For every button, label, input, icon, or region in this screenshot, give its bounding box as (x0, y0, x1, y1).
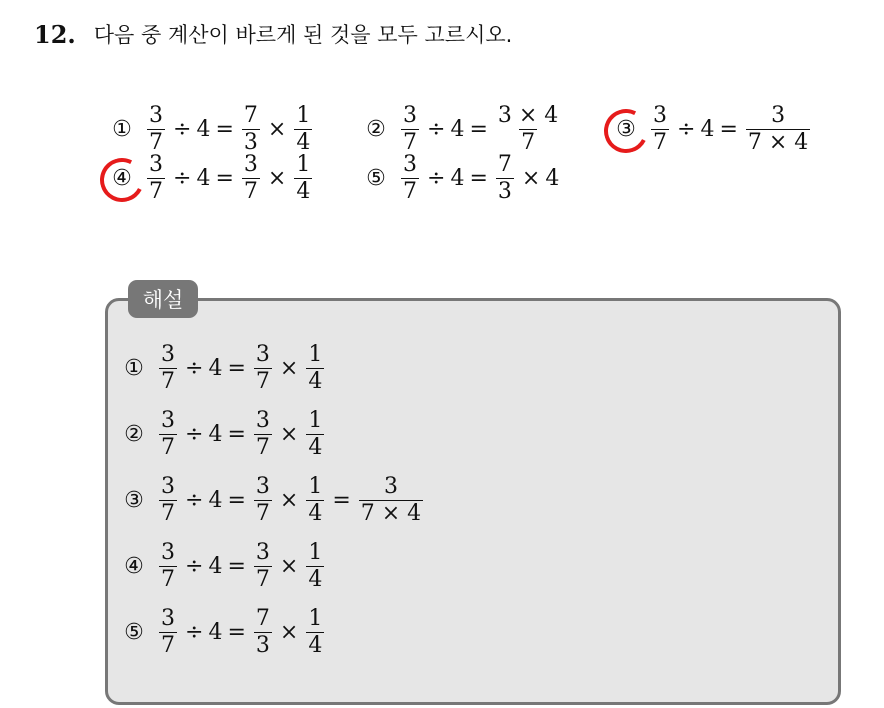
choice-4[interactable] (108, 133, 315, 223)
fraction-lhs: $\frac{3}{7}$ (161, 473, 175, 526)
division-sign: ÷ (677, 116, 696, 142)
fraction-result: $\frac{3 \times 4}{7}$ (497, 102, 559, 155)
choice-marker-3[interactable] (612, 115, 640, 143)
division-sign: ÷ (427, 165, 446, 191)
fraction-a: $\frac{3}{7}$ (255, 407, 270, 460)
fraction-b: $\frac{1}{4}$ (308, 407, 323, 460)
fraction-result: $\frac{3}{7 \times 4}$ (747, 102, 809, 155)
choice-marker-1[interactable]: ① (112, 116, 132, 142)
fraction-b: $\frac{1}{4}$ (308, 473, 323, 526)
division-sign: ÷ (185, 619, 204, 645)
fraction-a: $\frac{3}{7}$ (255, 539, 270, 592)
choice-marker-2[interactable]: ② (366, 116, 386, 142)
choice-marker-3-label: ③ (616, 116, 636, 142)
fraction-b: $\frac{1}{4}$ (296, 151, 311, 204)
equals-sign: = (215, 116, 234, 142)
choice-marker-4[interactable] (108, 164, 136, 192)
fraction-lhs: $\frac{3}{7}$ (403, 102, 417, 155)
choice-marker-4-label: ④ (112, 165, 132, 191)
divisor: 4 (450, 116, 465, 142)
divisor: 4 (700, 116, 715, 142)
explanation-marker-4: ④ (124, 553, 144, 579)
fraction-b: $\frac{1}{4}$ (296, 102, 311, 155)
question-text: 다음 중 계산이 바르게 된 것을 모두 고르시오. (93, 23, 513, 47)
divisor: 4 (208, 619, 223, 645)
times-sign: × (279, 553, 299, 579)
division-sign: ÷ (185, 355, 204, 381)
fraction-b: $\frac{1}{4}$ (308, 539, 323, 592)
explanation-marker-1: ① (124, 355, 144, 381)
fraction-a: $\frac{7}{3}$ (243, 102, 258, 155)
times-sign: × (267, 165, 287, 191)
times-sign: × (279, 487, 299, 513)
explanation-row-5 (120, 599, 327, 665)
divisor: 4 (208, 553, 223, 579)
choice-5[interactable] (362, 133, 559, 223)
divisor: 4 (208, 487, 223, 513)
divisor: 4 (208, 421, 223, 447)
fraction-lhs: $\frac{3}{7}$ (161, 539, 175, 592)
explanation-row-3 (120, 467, 426, 533)
fraction-lhs: $\frac{3}{7}$ (653, 102, 667, 155)
times-sign: × (279, 355, 299, 381)
explanation-label: 해설 (128, 280, 198, 318)
question-header (34, 14, 512, 54)
question-number: 12. (34, 19, 76, 49)
fraction-c: $\frac{3}{7 \times 4}$ (360, 473, 422, 526)
division-sign: ÷ (427, 116, 446, 142)
equals-sign-2: = (332, 487, 351, 513)
selection-circle-icon (598, 103, 653, 158)
equals-sign: = (227, 619, 246, 645)
division-sign: ÷ (185, 487, 204, 513)
explanation-marker-2: ② (124, 421, 144, 447)
fraction-a: $\frac{3}{7}$ (255, 341, 270, 394)
times-sign: × (279, 421, 299, 447)
explanation-row-2 (120, 401, 327, 467)
equals-sign: = (719, 116, 738, 142)
equals-sign: = (215, 165, 234, 191)
fraction-lhs: $\frac{3}{7}$ (161, 605, 175, 658)
fraction-a: $\frac{3}{7}$ (243, 151, 258, 204)
fraction-lhs: $\frac{3}{7}$ (149, 102, 163, 155)
trailing-factor: 4 (545, 165, 560, 191)
fraction-lhs: $\frac{3}{7}$ (403, 151, 417, 204)
fraction-lhs: $\frac{3}{7}$ (161, 407, 175, 460)
equals-sign: = (227, 553, 246, 579)
division-sign: ÷ (185, 421, 204, 447)
divisor: 4 (450, 165, 465, 191)
explanation-row-1 (120, 335, 327, 401)
equals-sign: = (227, 487, 246, 513)
times-sign: × (521, 165, 541, 191)
equals-sign: = (227, 355, 246, 381)
fraction-a: $\frac{7}{3}$ (497, 151, 512, 204)
selection-circle-icon (94, 152, 149, 207)
fraction-lhs: $\frac{3}{7}$ (149, 151, 163, 204)
explanation-marker-5: ⑤ (124, 619, 144, 645)
fraction-a: $\frac{3}{7}$ (255, 473, 270, 526)
explanation-marker-3: ③ (124, 487, 144, 513)
fraction-b: $\frac{1}{4}$ (308, 341, 323, 394)
times-sign: × (279, 619, 299, 645)
divisor: 4 (196, 116, 211, 142)
times-sign: × (267, 116, 287, 142)
explanation-row-4 (120, 533, 327, 599)
divisor: 4 (208, 355, 223, 381)
fraction-a: $\frac{7}{3}$ (255, 605, 270, 658)
divisor: 4 (196, 165, 211, 191)
fraction-lhs: $\frac{3}{7}$ (161, 341, 175, 394)
equals-sign: = (469, 165, 488, 191)
choice-3[interactable] (612, 84, 813, 174)
division-sign: ÷ (185, 553, 204, 579)
division-sign: ÷ (173, 165, 192, 191)
choice-marker-5[interactable]: ⑤ (366, 165, 386, 191)
equals-sign: = (227, 421, 246, 447)
division-sign: ÷ (173, 116, 192, 142)
fraction-b: $\frac{1}{4}$ (308, 605, 323, 658)
equals-sign: = (469, 116, 488, 142)
